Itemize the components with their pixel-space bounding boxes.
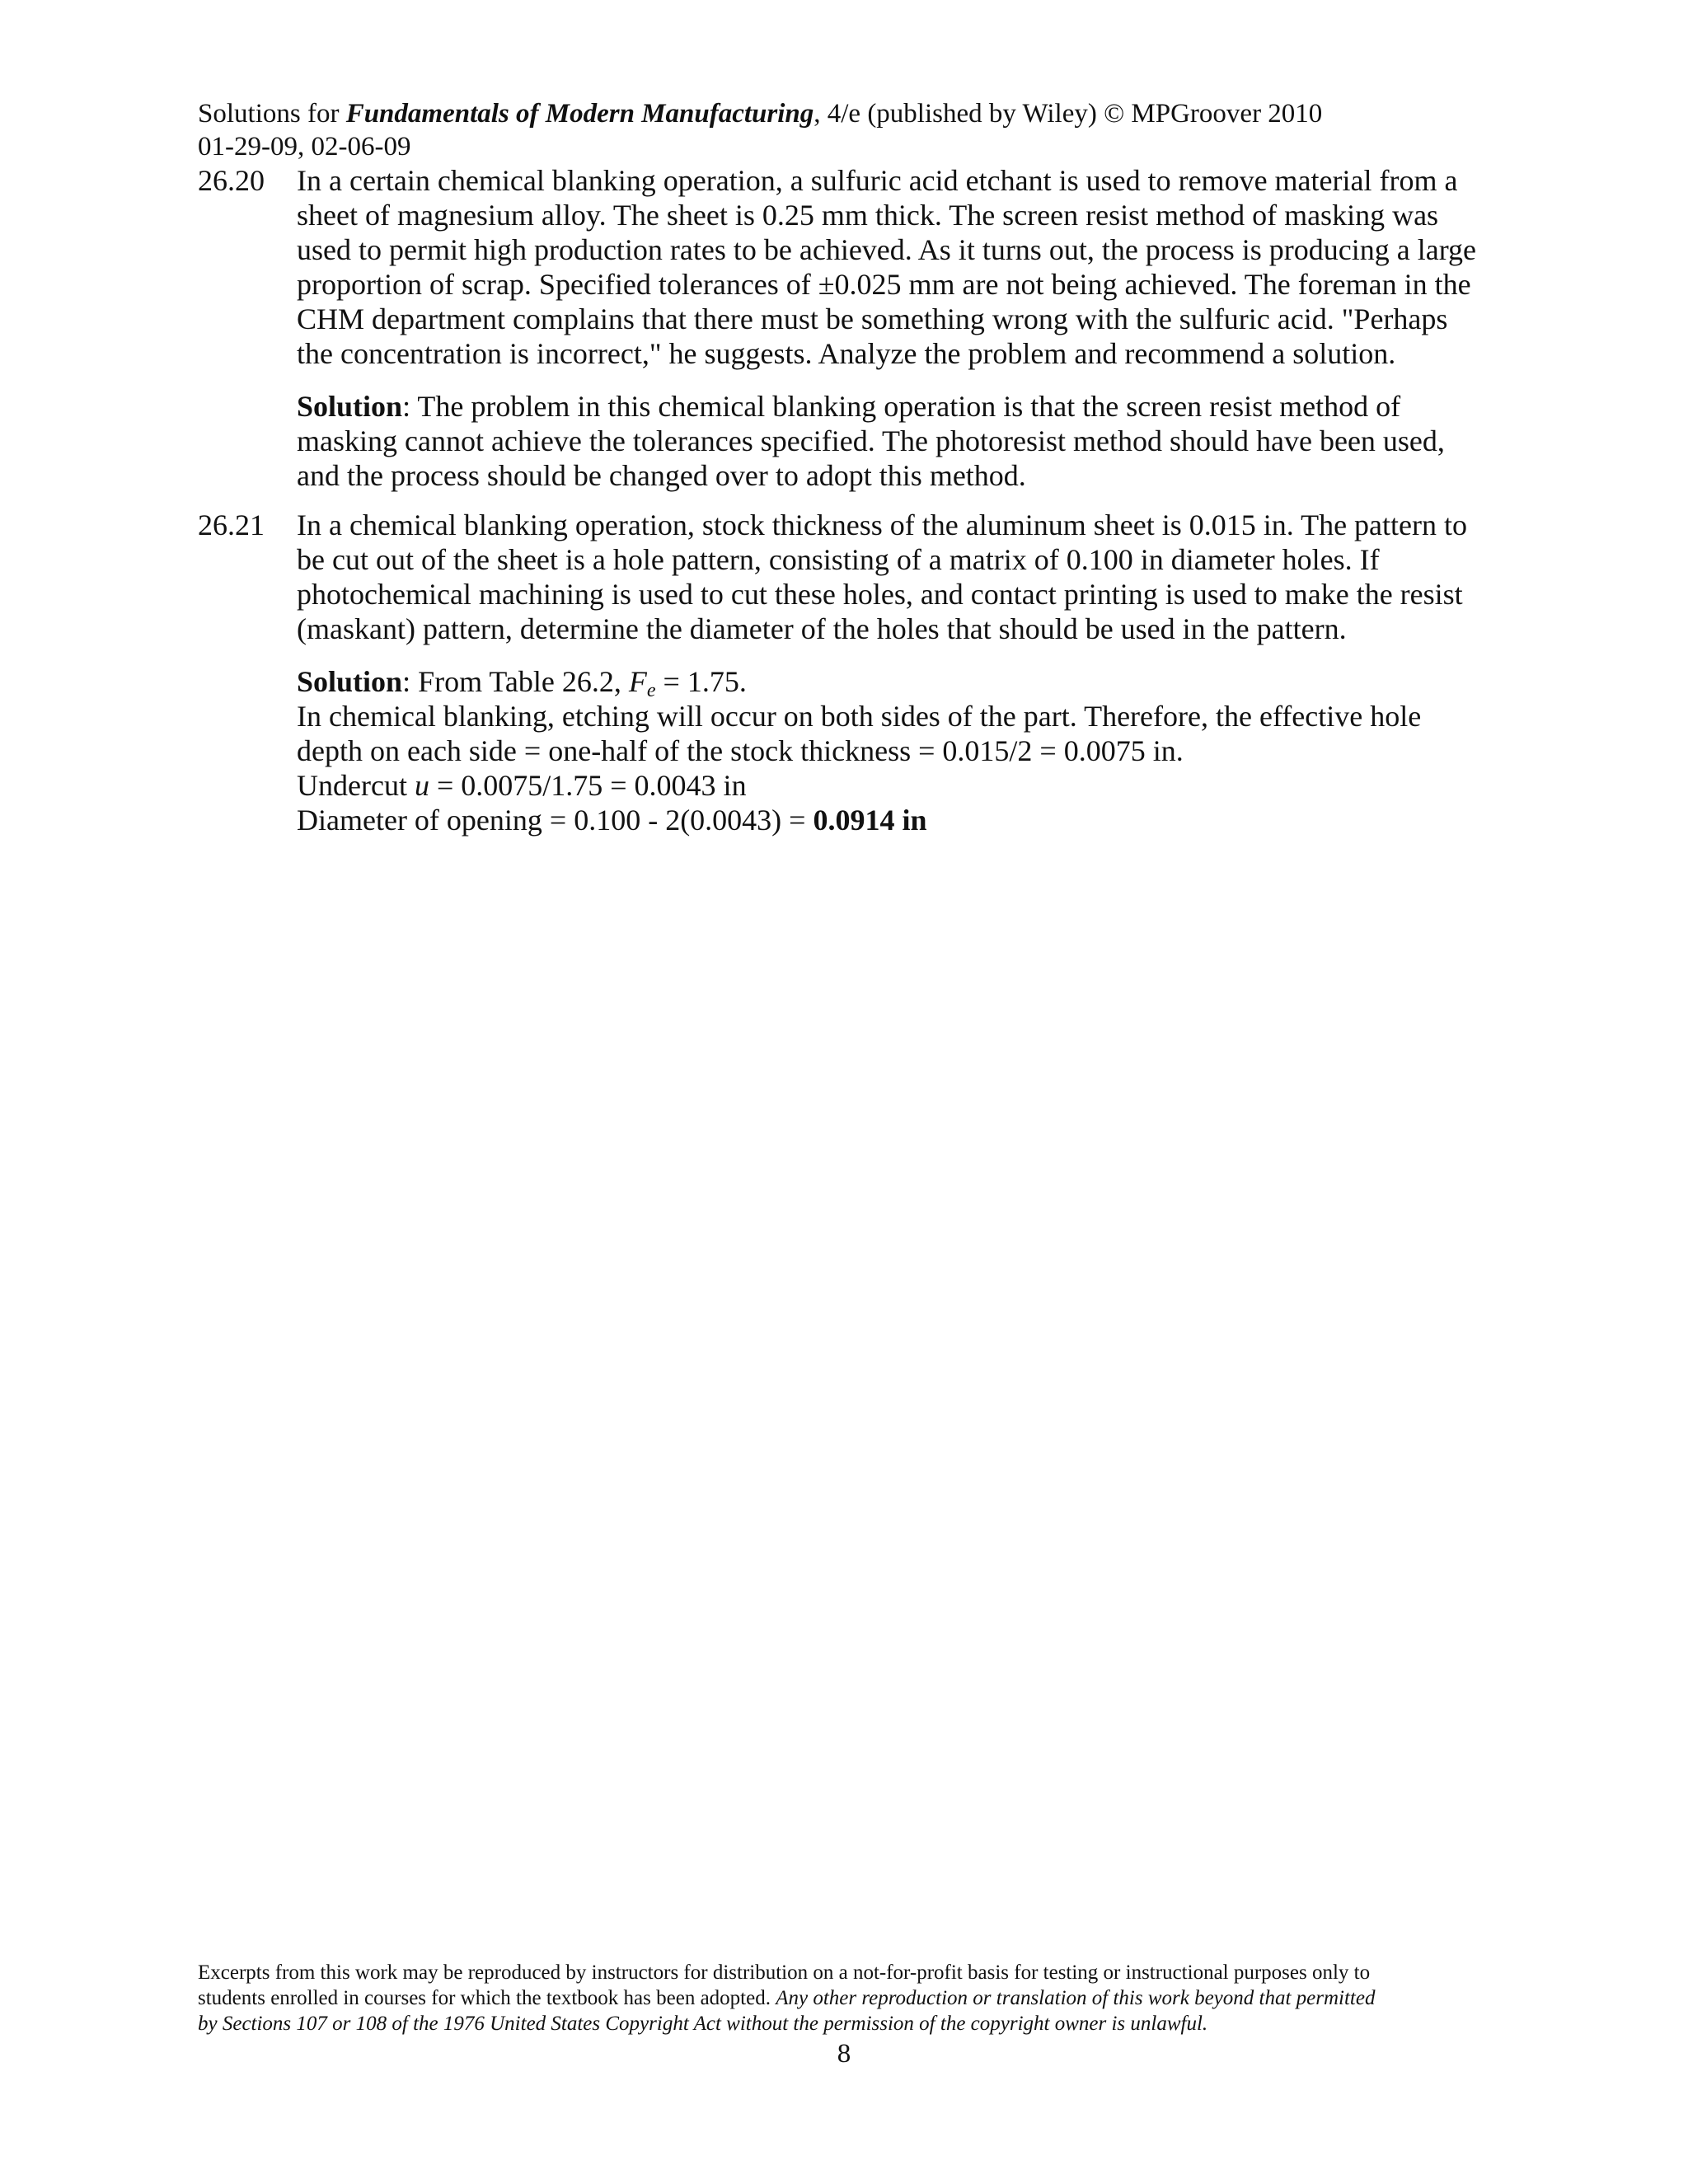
- problem-body: [297, 163, 1492, 493]
- solution-text: : From Table 26.2,: [402, 665, 629, 698]
- problem-number: 26.20: [198, 164, 265, 197]
- footer-line: by Sections 107 or 108 of the 1976 United States Copyright Act without the permission of the copyright owner is unlawful.: [198, 2013, 1208, 2035]
- question-line: In a certain chemical blanking operation, a sulfuric acid etchant is used to remove material from a: [297, 164, 1458, 197]
- question-line: In a chemical blanking operation, stock thickness of the aluminum sheet is 0.015 in. The pattern to: [297, 509, 1467, 541]
- problem-body: [297, 508, 1492, 837]
- question-line: used to permit high production rates to be achieved. As it turns out, the process is producing a large: [297, 233, 1477, 266]
- question-line: (maskant) pattern, determine the diameter of the holes that should be used in the pattern.: [297, 612, 1347, 645]
- diameter-prefix: Diameter of opening = 0.100 - 2(0.0043) =: [297, 804, 814, 837]
- problem-solution: [297, 389, 1492, 493]
- diameter-line: [297, 803, 1492, 837]
- solution-label: Solution: [297, 390, 403, 423]
- undercut-prefix: Undercut: [297, 769, 415, 802]
- footer-line: [198, 1985, 1484, 2011]
- solution-line: [297, 664, 1492, 699]
- header-suffix: , 4/e (published by Wiley) © MPGroover 2010: [814, 99, 1323, 129]
- solution-line: depth on each side = one-half of the stock thickness = 0.015/2 = 0.0075 in.: [297, 734, 1184, 767]
- page-number: 8: [837, 2039, 851, 2069]
- footer-normal-text: students enrolled in courses for which the textbook has been adopted.: [198, 1987, 776, 2009]
- variable-u: u: [414, 769, 429, 802]
- final-answer: 0.0914 in: [813, 804, 927, 837]
- book-title: Fundamentals of Modern Manufacturing: [345, 99, 814, 129]
- question-line: be cut out of the sheet is a hole pattern, consisting of a matrix of 0.100 in diameter holes. If: [297, 543, 1380, 576]
- question-line: the concentration is incorrect," he suggests. Analyze the problem and recommend a solution.: [297, 337, 1396, 370]
- header-prefix: Solutions for: [198, 99, 346, 129]
- problem-solution: [297, 664, 1492, 837]
- question-line: CHM department complains that there must be something wrong with the sulfuric acid. "Perhaps: [297, 302, 1448, 335]
- solution-line: and the process should be changed over to adopt this method.: [297, 459, 1026, 492]
- question-line: sheet of magnesium alloy. The sheet is 0.25 mm thick. The screen resist method of masking was: [297, 199, 1439, 232]
- undercut-line: [297, 768, 1492, 803]
- problem-question: [297, 508, 1492, 646]
- footer-italic-text: Any other reproduction or translation of this work beyond that permitted: [776, 1987, 1376, 2009]
- question-line: proportion of scrap. Specified tolerances of ±0.025 mm are not being achieved. The foreman in the: [297, 268, 1471, 301]
- page-header: [198, 97, 1322, 163]
- variable-subscript: e: [646, 680, 656, 701]
- solution-text: = 1.75.: [655, 665, 747, 698]
- header-dates: 01-29-09, 02-06-09: [198, 132, 411, 162]
- question-line: photochemical machining is used to cut these holes, and contact printing is used to make the resist: [297, 578, 1463, 611]
- header-title-line: [198, 97, 1322, 130]
- variable-f: F: [628, 665, 647, 698]
- copyright-footer: [198, 1960, 1484, 2036]
- undercut-suffix: = 0.0075/1.75 = 0.0043 in: [429, 769, 747, 802]
- solution-line: masking cannot achieve the tolerances specified. The photoresist method should have been used,: [297, 424, 1445, 457]
- solution-line: [297, 389, 1492, 424]
- solution-text: : The problem in this chemical blanking operation is that the screen resist method of: [402, 390, 1401, 423]
- solution-label: Solution: [297, 665, 403, 698]
- problem-question: [297, 163, 1492, 371]
- footer-line: Excerpts from this work may be reproduced by instructors for distribution on a not-for-profit basis for testing or instructional purposes only to: [198, 1961, 1371, 1984]
- problem-number: 26.21: [198, 509, 265, 541]
- solution-line: In chemical blanking, etching will occur on both sides of the part. Therefore, the effective hole: [297, 700, 1422, 733]
